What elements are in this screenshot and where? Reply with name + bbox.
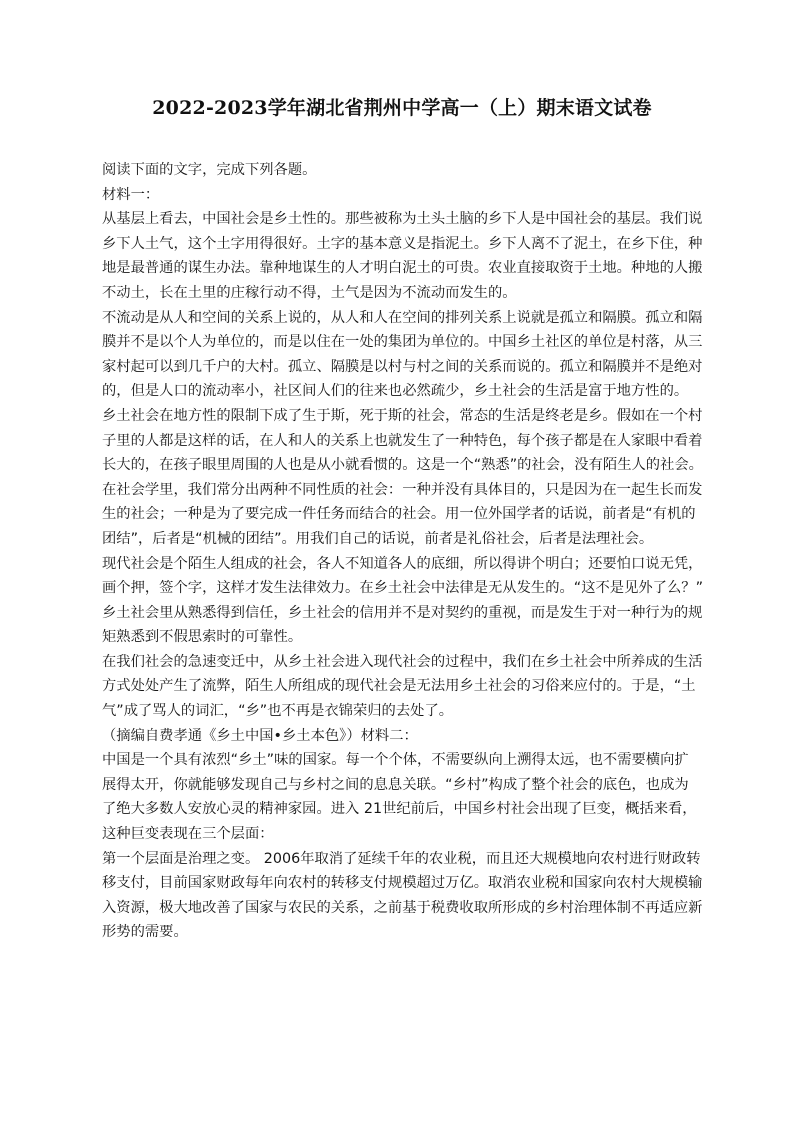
passage-line: 材料一： [102, 186, 160, 203]
passage-line: 展得太开，你就能够发现自己与乡村之间的息息关联。“乡村”构成了整个社会的底色，也成为 [102, 776, 689, 793]
document-title: 2022-2023学年湖北省荆州中学高一（上）期末语文试卷 [152, 97, 652, 119]
passage-line: 从基层上看去，中国社会是乡土性的。那些被称为土头土脑的乡下人是中国社会的基层。我们说 [102, 211, 703, 228]
passage-line: 团结”，后者是“机械的团结”。用我们自己的话说，前者是礼俗社会，后者是法理社会。 [102, 530, 654, 547]
passage-line: 现代社会是个陌生人组成的社会，各人不知道各人的底细，所以得讲个明白；还要怕口说无凭， [102, 555, 703, 572]
passage-line: 在我们社会的急速变迁中，从乡土社会进入现代社会的过程中，我们在乡土社会中所养成的生活 [102, 653, 703, 670]
passage-line: 画个押，签个字，这样才发生法律效力。在乡土社会中法律是无从发生的。“这不是见外了么？” [102, 580, 703, 597]
passage-line: 移支付，目前国家财政每年向农村的转移支付规模超过万亿。取消农业税和国家向农村大规模输 [102, 875, 703, 892]
passage-line: 膜并不是以个人为单位的，而是以住在一处的集团为单位的。中国乡土社区的单位是村落，从三 [102, 334, 703, 351]
passage-line: （摘编自费孝通《乡土中国•乡土本色》）材料二： [102, 727, 418, 744]
passage-line: 家村起可以到几千户的大村。孤立、隔膜是以村与村之间的关系而说的。孤立和隔膜并不是绝对 [102, 358, 703, 375]
passage-line: 矩熟悉到不假思索时的可靠性。 [102, 629, 303, 646]
passage-line: 不动土，长在土里的庄稼行动不得，土气是因为不流动而发生的。 [102, 284, 517, 301]
passage-line: 子里的人都是这样的话，在人和人的关系上也就发生了一种特色，每个孩子都是在人家眼中看着 [102, 432, 703, 449]
passage-line: 第一个层面是治理之变。 2006年取消了延续千年的农业税，而且还大规模地向农村进行财政转 [102, 850, 701, 867]
passage-line: 乡土社会里从熟悉得到信任，乡土社会的信用并不是对契约的重视，而是发生于对一种行为的规 [102, 604, 703, 621]
passage-line: 这种巨变表现在三个层面： [102, 826, 274, 843]
passage-line: 入资源，极大地改善了国家与农民的关系，之前基于税费收取所形成的乡村治理体制不再适应新 [102, 899, 703, 916]
passage-line: 中国是一个具有浓烈“乡土”味的国家。每一个个体，不需要纵向上溯得太远，也不需要横向扩 [102, 752, 689, 769]
passage-line: 生的社会；一种是为了要完成一件任务而结合的社会。用一位外国学者的话说，前者是“有机的 [102, 506, 696, 523]
passage-line: 乡下人土气，这个土字用得很好。土字的基本意义是指泥土。乡下人离不了泥土，在乡下住，种 [102, 235, 703, 252]
passage-line: 阅读下面的文字，完成下列各题。 [102, 162, 317, 178]
reading-passage [102, 158, 702, 945]
passage-line: 长大的，在孩子眼里周围的人也是从小就看惯的。这是一个“熟悉”的社会，没有陌生人的社会。 [102, 457, 703, 474]
passage-line: 方式处处产生了流弊，陌生人所组成的现代社会是无法用乡土社会的习俗来应付的。于是，“土 [102, 678, 696, 695]
passage-line: 的，但是人口的流动率小，社区间人们的往来也必然疏少，乡土社会的生活是富于地方性的。 [102, 383, 689, 400]
passage-line: 形势的需要。 [102, 924, 188, 941]
passage-line: 地是最普通的谋生办法。靠种地谋生的人才明白泥土的可贵。农业直接取资于土地。种地的人搬 [102, 260, 703, 277]
passage-line: 气”成了骂人的词汇，“乡”也不再是衣锦荣归的去处了。 [102, 703, 454, 720]
passage-line: 不流动是从人和空间的关系上说的，从人和人在空间的排列关系上说就是孤立和隔膜。孤立和隔 [102, 309, 703, 326]
passage-line: 在社会学里，我们常分出两种不同性质的社会：一种并没有具体目的，只是因为在一起生长而发 [102, 481, 703, 498]
passage-line: 了绝大多数人安放心灵的精神家园。进入 21世纪前后，中国乡村社会出现了巨变，概括来看， [102, 801, 697, 818]
passage-line: 乡土社会在地方性的限制下成了生于斯，死于斯的社会，常态的生活是终老是乡。假如在一个村 [102, 407, 703, 424]
